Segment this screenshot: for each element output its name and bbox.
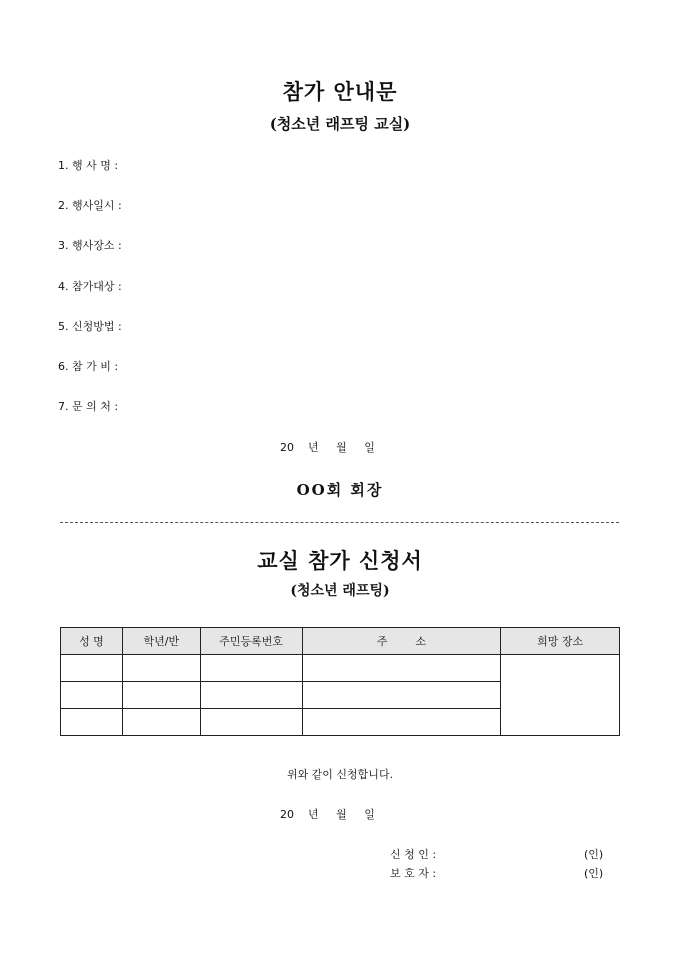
- item-fee: 6. 참 가 비 :: [58, 360, 119, 373]
- cell-address[interactable]: [302, 682, 501, 709]
- notice-date: 20 년 월 일: [280, 441, 375, 454]
- cell-address[interactable]: [302, 655, 501, 682]
- cell-address[interactable]: [302, 709, 501, 736]
- cell-name[interactable]: [61, 682, 123, 709]
- applicant-seal: (인): [584, 848, 604, 861]
- cell-preferred-location[interactable]: [501, 655, 620, 736]
- confirm-text: 위와 같이 신청합니다.: [286, 768, 394, 781]
- item-target: 4. 참가대상 :: [58, 280, 122, 293]
- table-row: [61, 655, 620, 682]
- header-address: 주 소: [302, 628, 501, 655]
- cell-grade-class[interactable]: [122, 682, 200, 709]
- item-apply-method: 5. 신청방법 :: [58, 320, 122, 333]
- item-event-name: 1. 행 사 명 :: [58, 159, 119, 172]
- header-grade-class: 학년/반: [122, 628, 200, 655]
- cell-resident-number[interactable]: [200, 709, 302, 736]
- table-header-row: [61, 628, 620, 655]
- applicant-label: 신 청 인 :: [390, 848, 437, 861]
- cell-name[interactable]: [61, 655, 123, 682]
- item-contact: 7. 문 의 처 :: [58, 400, 119, 413]
- application-subtitle: (청소년 래프팅): [290, 583, 390, 599]
- application-title: 교실 참가 신청서: [257, 548, 423, 573]
- header-preferred-location: 희망 장소: [501, 628, 620, 655]
- notice-title: 참가 안내문: [282, 79, 398, 104]
- item-event-location: 3. 행사장소 :: [58, 239, 122, 252]
- cut-line-divider: [60, 522, 619, 523]
- cell-grade-class[interactable]: [122, 655, 200, 682]
- cell-grade-class[interactable]: [122, 709, 200, 736]
- application-date: 20 년 월 일: [280, 808, 375, 821]
- application-table: [60, 627, 620, 736]
- item-event-datetime: 2. 행사일시 :: [58, 199, 122, 212]
- cell-resident-number[interactable]: [200, 655, 302, 682]
- cell-resident-number[interactable]: [200, 682, 302, 709]
- chairman-signature: OO회 회장: [296, 481, 384, 499]
- header-name: 성 명: [61, 628, 123, 655]
- header-resident-number: 주민등록번호: [200, 628, 302, 655]
- guardian-label: 보 호 자 :: [390, 867, 437, 880]
- guardian-seal: (인): [584, 867, 604, 880]
- cell-name[interactable]: [61, 709, 123, 736]
- notice-subtitle: (청소년 래프팅 교실): [269, 115, 411, 133]
